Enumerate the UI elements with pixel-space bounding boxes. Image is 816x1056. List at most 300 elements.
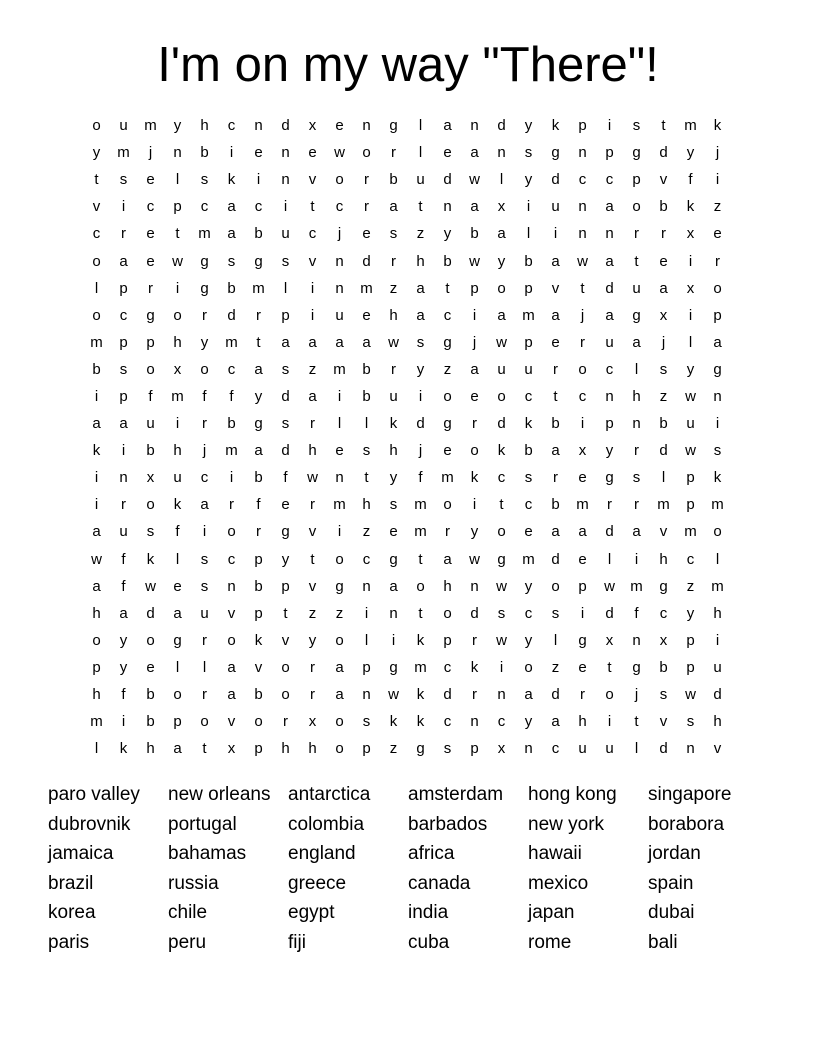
grid-letter: c — [443, 658, 452, 676]
grid-letter: s — [200, 171, 209, 189]
grid-letter: p — [443, 631, 452, 649]
word-list-item: brazil — [48, 872, 94, 894]
grid-letter: o — [92, 631, 101, 649]
grid-letter: r — [472, 686, 477, 704]
grid-letter: n — [470, 713, 479, 731]
word-list-item: barbados — [408, 813, 488, 835]
grid-letter: m — [711, 577, 724, 595]
grid-letter: a — [524, 686, 533, 704]
grid-letter: p — [713, 306, 722, 324]
grid-letter: p — [362, 658, 371, 676]
grid-row — [83, 573, 733, 600]
word-list-item: korea — [48, 902, 96, 924]
grid-letter: i — [337, 523, 342, 541]
grid-letter: c — [227, 550, 236, 568]
grid-letter: c — [362, 550, 371, 568]
word-list-item: india — [408, 902, 449, 924]
grid-letter: j — [661, 333, 666, 351]
grid-letter: l — [553, 631, 558, 649]
grid-letter: k — [254, 631, 263, 649]
grid-letter: a — [497, 225, 506, 243]
word-list-item: spain — [648, 872, 694, 894]
grid-letter: r — [202, 306, 207, 324]
grid-letter: s — [524, 469, 533, 487]
word-list-item: cuba — [408, 931, 450, 953]
grid-letter: y — [524, 171, 533, 189]
grid-letter: v — [308, 523, 317, 541]
grid-letter: o — [335, 171, 344, 189]
grid-letter: r — [310, 658, 315, 676]
grid-letter: j — [337, 225, 342, 243]
grid-letter: s — [200, 577, 209, 595]
grid-letter: i — [715, 171, 720, 189]
grid-letter: r — [607, 496, 612, 514]
grid-row — [83, 220, 733, 247]
grid-letter: a — [308, 333, 317, 351]
grid-letter: e — [146, 658, 155, 676]
grid-letter: e — [146, 252, 155, 270]
grid-letter: e — [146, 225, 155, 243]
grid-letter: s — [551, 604, 560, 622]
grid-letter: n — [578, 144, 587, 162]
grid-letter: a — [335, 686, 344, 704]
grid-letter: l — [715, 550, 720, 568]
grid-row — [83, 302, 733, 329]
grid-letter: d — [281, 387, 290, 405]
grid-letter: c — [254, 198, 263, 216]
grid-letter: w — [307, 469, 318, 487]
grid-letter: k — [416, 713, 425, 731]
grid-letter: i — [418, 387, 423, 405]
grid-letter: a — [92, 523, 101, 541]
grid-letter: z — [389, 740, 398, 758]
grid-letter: p — [254, 550, 263, 568]
grid-letter: l — [175, 171, 180, 189]
grid-letter: o — [92, 117, 101, 135]
grid-row — [83, 112, 733, 139]
grid-letter: j — [418, 442, 423, 460]
grid-row — [83, 681, 733, 708]
grid-letter: n — [281, 171, 290, 189]
grid-letter: z — [389, 279, 398, 297]
grid-letter: z — [443, 360, 452, 378]
grid-letter: o — [524, 658, 533, 676]
word-list-item: russia — [168, 872, 219, 894]
page-title: I'm on my way "There"! — [157, 38, 659, 92]
grid-letter: v — [659, 171, 668, 189]
grid-letter: p — [92, 658, 101, 676]
grid-letter: p — [119, 279, 128, 297]
word-list-item: fiji — [288, 931, 306, 953]
grid-letter: b — [470, 225, 479, 243]
grid-letter: b — [389, 171, 398, 189]
grid-letter: a — [551, 252, 560, 270]
grid-letter: r — [229, 496, 234, 514]
grid-letter: h — [659, 550, 668, 568]
grid-letter: r — [580, 686, 585, 704]
grid-letter: u — [146, 415, 155, 433]
grid-letter: n — [173, 144, 182, 162]
grid-letter: m — [684, 117, 697, 135]
grid-letter: v — [659, 523, 668, 541]
word-list-item: bahamas — [168, 843, 247, 865]
grid-letter: c — [227, 360, 236, 378]
grid-letter: i — [121, 713, 126, 731]
grid-letter: n — [578, 225, 587, 243]
grid-letter: s — [713, 442, 722, 460]
grid-letter: n — [389, 604, 398, 622]
grid-letter: m — [441, 469, 454, 487]
grid-letter: n — [632, 415, 641, 433]
grid-letter: m — [225, 442, 238, 460]
grid-letter: p — [686, 631, 695, 649]
grid-letter: b — [92, 360, 101, 378]
grid-letter: n — [605, 387, 614, 405]
grid-letter: b — [146, 713, 155, 731]
grid-letter: w — [388, 686, 399, 704]
grid-letter: f — [148, 387, 153, 405]
grid-letter: c — [146, 198, 155, 216]
grid-letter: a — [605, 198, 614, 216]
grid-letter: m — [414, 658, 427, 676]
grid-letter: i — [121, 442, 126, 460]
grid-letter: s — [524, 144, 533, 162]
grid-letter: o — [632, 198, 641, 216]
grid-letter: r — [364, 171, 369, 189]
grid-letter: m — [630, 577, 643, 595]
grid-letter: r — [634, 442, 639, 460]
grid-letter: y — [119, 658, 128, 676]
grid-letter: b — [551, 415, 560, 433]
grid-letter: u — [632, 279, 641, 297]
grid-letter: b — [551, 496, 560, 514]
grid-letter: w — [496, 631, 507, 649]
grid-letter: i — [580, 415, 585, 433]
grid-letter: s — [119, 171, 128, 189]
grid-letter: h — [713, 713, 722, 731]
grid-letter: o — [146, 496, 155, 514]
grid-letter: y — [524, 577, 533, 595]
grid-letter: y — [524, 713, 533, 731]
grid-row — [83, 329, 733, 356]
grid-letter: a — [416, 279, 425, 297]
grid-letter: y — [416, 360, 425, 378]
grid-letter: g — [443, 415, 452, 433]
grid-letter: l — [634, 360, 639, 378]
grid-letter: b — [362, 360, 371, 378]
grid-letter: s — [416, 333, 425, 351]
grid-letter: o — [335, 713, 344, 731]
grid-letter: p — [524, 333, 533, 351]
grid-letter: r — [391, 252, 396, 270]
grid-letter: x — [686, 279, 695, 297]
grid-letter: c — [443, 306, 452, 324]
grid-letter: d — [362, 252, 371, 270]
grid-letter: p — [146, 333, 155, 351]
grid-letter: c — [686, 550, 695, 568]
grid-letter: i — [337, 387, 342, 405]
grid-letter: c — [659, 604, 668, 622]
word-list-item: rome — [528, 931, 572, 953]
grid-letter: r — [121, 496, 126, 514]
grid-letter: h — [389, 442, 398, 460]
grid-letter: t — [580, 279, 585, 297]
grid-letter: w — [496, 577, 507, 595]
grid-letter: r — [472, 631, 477, 649]
grid-letter: a — [200, 496, 209, 514]
grid-letter: v — [713, 740, 722, 758]
grid-letter: a — [551, 306, 560, 324]
grid-letter: i — [526, 198, 531, 216]
grid-letter: n — [443, 198, 452, 216]
grid-letter: a — [92, 577, 101, 595]
grid-letter: u — [524, 360, 533, 378]
grid-letter: r — [391, 360, 396, 378]
grid-letter: a — [551, 713, 560, 731]
grid-letter: n — [497, 144, 506, 162]
grid-letter: x — [227, 740, 236, 758]
grid-letter: d — [497, 415, 506, 433]
grid-letter: e — [578, 550, 587, 568]
grid-letter: y — [686, 604, 695, 622]
grid-letter: m — [252, 279, 265, 297]
grid-letter: n — [335, 252, 344, 270]
grid-letter: a — [497, 306, 506, 324]
grid-letter: n — [335, 469, 344, 487]
grid-letter: y — [605, 442, 614, 460]
grid-letter: g — [551, 144, 560, 162]
grid-letter: y — [119, 631, 128, 649]
grid-letter: e — [173, 577, 182, 595]
grid-letter: w — [469, 550, 480, 568]
grid-letter: p — [173, 198, 182, 216]
word-list-item: canada — [408, 872, 471, 894]
grid-letter: j — [148, 144, 153, 162]
grid-letter: m — [711, 496, 724, 514]
grid-letter: u — [200, 604, 209, 622]
grid-letter: v — [281, 631, 290, 649]
grid-letter: o — [443, 496, 452, 514]
grid-letter: w — [685, 387, 696, 405]
grid-letter: m — [225, 333, 238, 351]
grid-letter: v — [254, 658, 263, 676]
word-list-item: portugal — [168, 813, 237, 835]
grid-letter: r — [310, 415, 315, 433]
grid-row — [83, 600, 733, 627]
grid-letter: o — [443, 604, 452, 622]
grid-letter: l — [499, 171, 504, 189]
grid-letter: b — [524, 442, 533, 460]
grid-letter: s — [200, 550, 209, 568]
grid-letter: f — [418, 469, 423, 487]
grid-letter: k — [470, 658, 479, 676]
grid-letter: d — [443, 686, 452, 704]
grid-letter: p — [362, 740, 371, 758]
grid-letter: i — [580, 604, 585, 622]
grid-letter: i — [94, 469, 99, 487]
grid-letter: e — [524, 523, 533, 541]
grid-letter: b — [254, 225, 263, 243]
grid-letter: r — [148, 279, 153, 297]
grid-letter: a — [443, 117, 452, 135]
grid-letter: m — [522, 306, 535, 324]
grid-letter: z — [659, 387, 668, 405]
grid-letter: j — [715, 144, 720, 162]
grid-letter: a — [470, 360, 479, 378]
grid-letter: i — [499, 658, 504, 676]
grid-letter: o — [497, 279, 506, 297]
word-list-item: england — [288, 843, 356, 865]
grid-letter: o — [146, 360, 155, 378]
grid-letter: h — [92, 686, 101, 704]
grid-letter: i — [715, 631, 720, 649]
grid-row — [83, 356, 733, 383]
grid-letter: g — [254, 252, 263, 270]
grid-letter: a — [605, 252, 614, 270]
word-list-item: new orleans — [168, 784, 271, 805]
grid-letter: x — [497, 740, 506, 758]
grid-letter: g — [497, 550, 506, 568]
grid-letter: p — [119, 333, 128, 351]
grid-letter: p — [686, 469, 695, 487]
grid-letter: u — [605, 333, 614, 351]
grid-letter: o — [605, 686, 614, 704]
grid-letter: p — [605, 144, 614, 162]
grid-letter: g — [200, 252, 209, 270]
grid-letter: t — [499, 496, 504, 514]
grid-letter: a — [470, 198, 479, 216]
grid-letter: n — [497, 686, 506, 704]
grid-letter: a — [416, 306, 425, 324]
grid-letter: a — [227, 658, 236, 676]
grid-letter: j — [202, 442, 207, 460]
grid-letter: v — [308, 577, 317, 595]
grid-letter: o — [335, 550, 344, 568]
grid-letter: t — [283, 604, 288, 622]
grid-letter: a — [254, 360, 263, 378]
grid-letter: x — [659, 306, 668, 324]
grid-letter: x — [308, 713, 317, 731]
grid-letter: d — [659, 740, 668, 758]
grid-letter: g — [200, 279, 209, 297]
word-list-item: paris — [48, 931, 90, 953]
grid-row — [83, 193, 733, 220]
grid-letter: g — [713, 360, 722, 378]
grid-letter: r — [553, 469, 558, 487]
grid-letter: h — [173, 333, 182, 351]
grid-letter: w — [577, 252, 588, 270]
grid-letter: f — [688, 171, 693, 189]
grid-letter: y — [470, 523, 479, 541]
word-list-item: chile — [168, 902, 208, 924]
grid-letter: r — [715, 252, 720, 270]
grid-letter: i — [688, 306, 693, 324]
grid-letter: a — [119, 252, 128, 270]
grid-letter: m — [198, 225, 211, 243]
grid-letter: p — [281, 306, 290, 324]
grid-letter: a — [632, 333, 641, 351]
grid-letter: y — [686, 360, 695, 378]
grid-letter: d — [605, 279, 614, 297]
grid-letter: m — [657, 496, 670, 514]
grid-letter: o — [200, 713, 209, 731]
grid-letter: f — [283, 469, 288, 487]
grid-letter: a — [227, 686, 236, 704]
grid-letter: e — [146, 171, 155, 189]
grid-letter: w — [91, 550, 102, 568]
grid-letter: p — [578, 577, 587, 595]
grid-letter: s — [281, 360, 290, 378]
grid-letter: t — [418, 198, 423, 216]
grid-letter: m — [414, 496, 427, 514]
grid-letter: p — [524, 279, 533, 297]
grid-letter: v — [227, 604, 236, 622]
grid-letter: n — [119, 469, 128, 487]
grid-letter: m — [684, 523, 697, 541]
grid-letter: w — [496, 333, 507, 351]
grid-letter: n — [227, 577, 236, 595]
grid-letter: e — [551, 333, 560, 351]
grid-letter: n — [470, 117, 479, 135]
grid-letter: n — [470, 577, 479, 595]
grid-letter: s — [119, 360, 128, 378]
grid-row — [83, 437, 733, 464]
grid-letter: g — [389, 550, 398, 568]
grid-letter: u — [335, 306, 344, 324]
word-list-item: egypt — [288, 902, 335, 924]
grid-letter: r — [661, 225, 666, 243]
grid-letter: c — [605, 360, 614, 378]
grid-letter: k — [470, 469, 479, 487]
grid-letter: i — [472, 306, 477, 324]
grid-letter: n — [254, 117, 263, 135]
grid-letter: d — [551, 550, 560, 568]
grid-letter: r — [202, 686, 207, 704]
grid-letter: a — [173, 604, 182, 622]
grid-letter: x — [308, 117, 317, 135]
grid-letter: k — [92, 442, 101, 460]
grid-letter: i — [121, 198, 126, 216]
grid-letter: o — [713, 279, 722, 297]
grid-letter: i — [310, 279, 315, 297]
grid-letter: d — [551, 171, 560, 189]
grid-letter: d — [416, 415, 425, 433]
grid-letter: l — [688, 333, 693, 351]
grid-letter: k — [389, 415, 398, 433]
grid-letter: l — [94, 740, 99, 758]
grid-letter: p — [173, 713, 182, 731]
grid-letter: o — [281, 686, 290, 704]
grid-letter: f — [175, 523, 180, 541]
grid-letter: h — [632, 387, 641, 405]
grid-letter: f — [634, 604, 639, 622]
grid-letter: w — [685, 686, 696, 704]
grid-row — [83, 518, 733, 545]
grid-letter: w — [469, 252, 480, 270]
grid-letter: g — [632, 144, 641, 162]
grid-letter: e — [335, 117, 344, 135]
grid-letter: l — [94, 279, 99, 297]
grid-letter: n — [686, 740, 695, 758]
grid-letter: l — [634, 740, 639, 758]
grid-letter: p — [686, 658, 695, 676]
grid-letter: n — [605, 225, 614, 243]
grid-letter: h — [173, 442, 182, 460]
grid-letter: r — [445, 523, 450, 541]
grid-letter: d — [605, 604, 614, 622]
grid-letter: y — [173, 117, 182, 135]
grid-letter: b — [659, 415, 668, 433]
